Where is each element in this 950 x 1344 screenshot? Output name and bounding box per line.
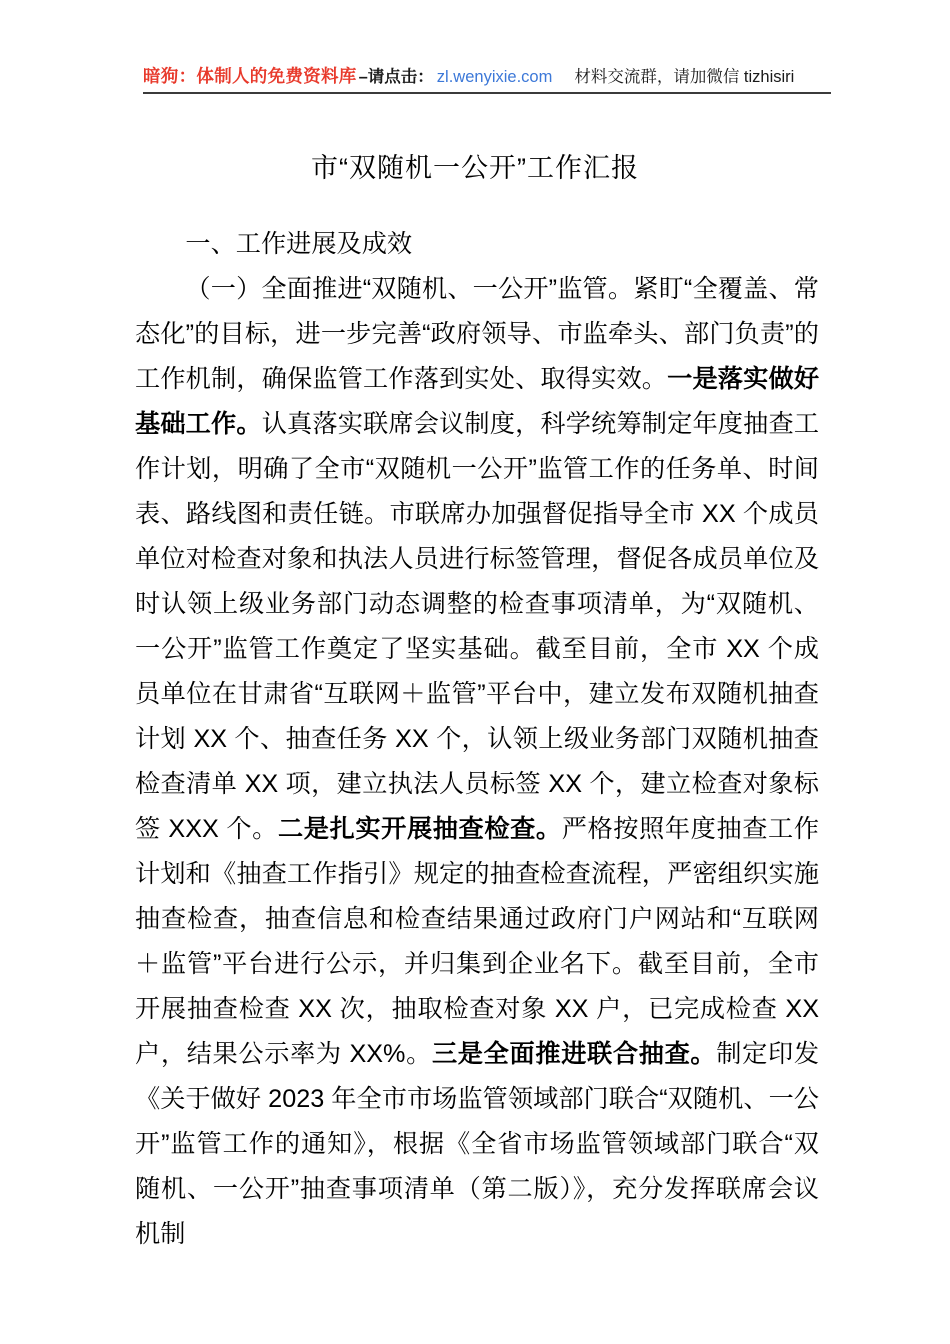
promo-click-label: –请点击： (358, 67, 434, 86)
page-title: 市“双随机一公开”工作汇报 (311, 153, 639, 183)
text-run: 制定印发《关于做好 2023 年全市市场监管领域部门联合“双随机、一公开”监管工作的通知》，根据《全省市场监管领域部门联合“双随机、一公开”抽查事项清单（第二版）》，充分发挥联席会议机制 (135, 1040, 820, 1248)
bold-run: 二是扎实开展抽查检查。 (277, 815, 562, 843)
section-heading: 一、工作进展及成效 (185, 230, 413, 258)
promo-group-note: 材料交流群，请加微信 tizhisiri (574, 67, 795, 86)
bold-run: 三是全面推进联合抽查。 (431, 1040, 717, 1068)
promo-brand-text: 暗狗：体制人的免费资料库 (143, 66, 357, 87)
header-divider (143, 92, 831, 94)
promo-website-link[interactable]: zl.wenyixie.com (436, 67, 553, 86)
promo-header (143, 58, 830, 96)
text-run: 严格按照年度抽查工作计划和《抽查工作指引》规定的抽查检查流程，严密组织实施抽查检查，抽查信息和检查结果通过政府门户网站和“互联网＋监管”平台进行公示，并归集到企业名下。截至目前，全市开展抽查检查 XX 次，抽取检查对象 XX 户，已完成检查 XX 户，结果公示率为 XX%。 (135, 815, 820, 1068)
bold-run: 一是落实做好基础工作。 (135, 365, 820, 438)
text-run: （一）全面推进“双随机、一公开”监管。紧盯“全覆盖、常态化”的目标，进一步完善“政府领导、市监牵头、部门负责”的工作机制，确保监管工作落到实处、取得实效。 (135, 275, 819, 393)
text-run: 认真落实联席会议制度，科学统筹制定年度抽查工作计划，明确了全市“双随机一公开”监管工作的任务单、时间表、路线图和责任链。市联席办加强督促指导全市 XX 个成员单位对检查对象和执法人员进行标签管理，督促各成员单位及时认领上级业务部门动态调整的检查事项清单，为“双随机、一公开”监管工作奠定了坚实基础。截至目前，全市 XX 个成员单位在甘肃省“互联网＋监管”平台中，建立发布双随机抽查计划 XX 个、抽查任务 XX 个，认领上级业务部门双随机抽查检查清单 XX 项，建立执法人员标签 XX 个，建立检查对象标签 XXX 个。 (135, 410, 820, 843)
document-body (135, 222, 819, 1257)
paragraph (135, 267, 819, 1257)
